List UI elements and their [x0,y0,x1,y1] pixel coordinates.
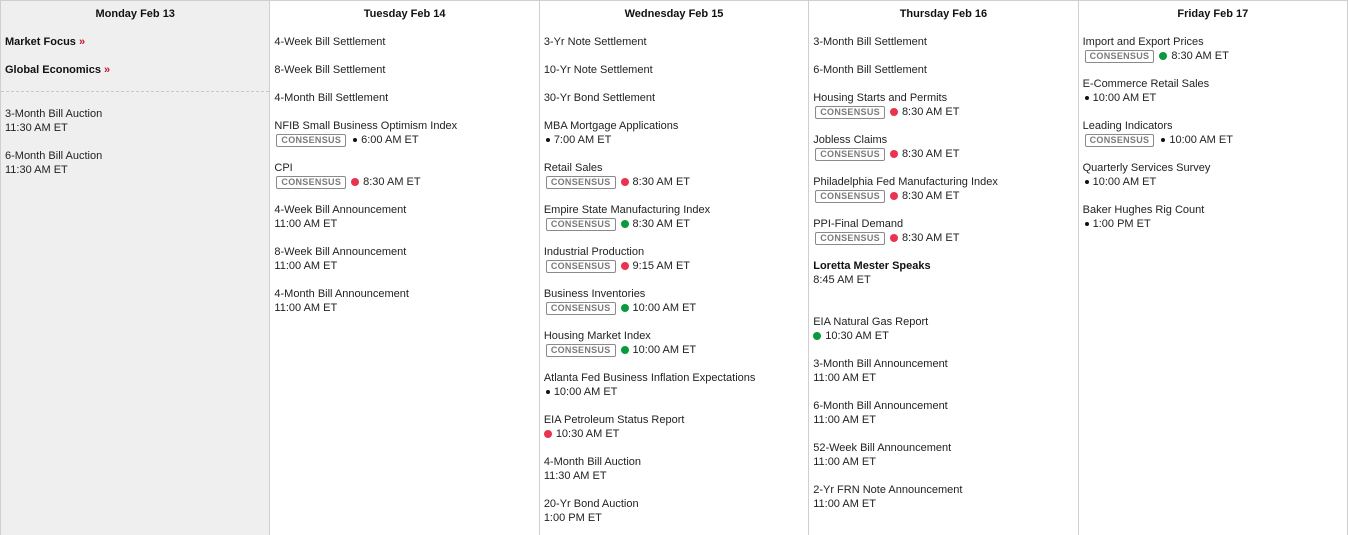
event-title[interactable]: Quarterly Services Survey [1082,162,1211,174]
event-meta [274,217,534,231]
importance-dot-icon [621,220,629,228]
event-title[interactable]: 3-Month Bill Auction [5,108,103,120]
event-meta [813,105,1073,119]
importance-dot-icon [1085,222,1089,226]
event-title[interactable]: 20-Yr Bond Auction [543,498,639,510]
event-time: 8:45 AM ET [813,274,871,286]
event-title[interactable]: Import and Export Prices [1082,36,1204,48]
importance-dot-icon [621,304,629,312]
event-time: 10:00 AM ET [1092,92,1157,104]
calendar-event[interactable] [274,203,534,231]
event-meta [274,175,534,189]
consensus-badge[interactable]: CONSENSUS [546,218,616,231]
event-time: 8:30 AM ET [901,148,960,160]
event-time: 10:00 AM ET [632,344,697,356]
event-time: 1:00 PM ET [1092,218,1151,230]
event-time: 10:00 AM ET [632,302,697,314]
spacer [813,301,1073,315]
event-title[interactable]: Jobless Claims [813,134,888,146]
consensus-badge[interactable]: CONSENSUS [815,106,885,119]
event-title[interactable]: PPI-Final Demand [813,218,904,230]
calendar-event[interactable] [813,35,1073,49]
event-list [1,27,269,177]
calendar-event[interactable] [544,203,804,231]
event-time: 11:30 AM ET [543,470,607,482]
consensus-badge[interactable]: CONSENSUS [1085,134,1155,147]
event-time: 11:30 AM ET [5,164,68,176]
event-title[interactable]: 4-Week Bill Settlement [274,36,386,48]
event-title[interactable]: 3-Month Bill Settlement [813,36,927,48]
calendar-event[interactable] [813,63,1073,77]
event-title[interactable]: Housing Starts and Permits [813,92,948,104]
event-title[interactable]: 2-Yr FRN Note Announcement [813,484,963,496]
event-time: 6:00 AM ET [361,134,419,146]
consensus-badge[interactable]: CONSENSUS [546,302,616,315]
market-focus-link[interactable] [5,35,265,49]
calendar-event[interactable] [1083,77,1343,105]
event-time: 10:00 AM ET [1092,176,1157,188]
event-title[interactable]: E-Commerce Retail Sales [1082,78,1210,90]
calendar-event[interactable] [274,119,534,147]
calendar-event[interactable] [813,315,1073,343]
event-title[interactable]: 8-Week Bill Settlement [274,64,386,76]
event-time: 8:30 AM ET [901,190,960,202]
event-title[interactable]: 52-Week Bill Announcement [813,442,952,454]
event-meta [544,469,804,483]
calendar-event[interactable] [813,357,1073,385]
event-title[interactable]: MBA Mortgage Applications [543,120,679,132]
event-list [540,27,808,525]
consensus-badge[interactable]: CONSENSUS [815,148,885,161]
event-list [1079,27,1347,231]
calendar-event[interactable] [5,107,265,135]
event-title[interactable]: EIA Petroleum Status Report [543,414,685,426]
consensus-badge[interactable]: CONSENSUS [546,176,616,189]
event-title[interactable]: 4-Month Bill Auction [543,456,642,468]
event-time: 9:15 AM ET [632,260,691,272]
event-title[interactable]: Empire State Manufacturing Index [543,204,711,216]
importance-dot-icon [890,150,898,158]
importance-dot-icon [890,108,898,116]
event-time: 10:00 AM ET [1169,134,1233,146]
consensus-badge[interactable]: CONSENSUS [546,260,616,273]
consensus-badge[interactable]: CONSENSUS [1085,50,1155,63]
importance-dot-icon [621,346,629,354]
importance-dot-icon [546,138,550,142]
calendar-event[interactable] [544,455,804,483]
event-title[interactable]: Loretta Mester Speaks [813,260,931,272]
event-time: 11:00 AM ET [813,498,876,510]
event-meta [813,231,1073,245]
event-time: 8:30 AM ET [901,106,960,118]
day-header: Wednesday Feb 15 [624,8,724,20]
importance-dot-icon [890,192,898,200]
event-title[interactable]: 4-Week Bill Announcement [274,204,407,216]
calendar-event[interactable] [544,119,804,147]
calendar-event[interactable] [813,483,1073,511]
event-meta [5,121,265,135]
event-time: 11:00 AM ET [274,260,338,272]
calendar-event[interactable] [544,161,804,189]
calendar-event[interactable] [274,91,534,105]
event-meta [544,217,804,231]
calendar-event[interactable] [813,133,1073,161]
event-time: 11:00 AM ET [274,302,338,314]
calendar-event[interactable] [544,91,804,105]
event-list [809,27,1077,511]
event-meta [813,189,1073,203]
global-economics-link[interactable] [5,63,265,77]
event-meta [813,413,1073,427]
calendar-event[interactable] [544,371,804,399]
event-meta [813,371,1073,385]
event-title[interactable]: 3-Yr Note Settlement [543,36,647,48]
event-title[interactable]: 4-Month Bill Settlement [274,92,389,104]
event-meta [1083,175,1343,189]
day-header: Friday Feb 17 [1177,8,1249,20]
event-title[interactable]: 30-Yr Bond Settlement [543,92,656,104]
calendar-event[interactable] [274,287,534,315]
calendar-event[interactable] [544,35,804,49]
calendar-event[interactable] [813,91,1073,119]
event-time: 8:30 AM ET [632,176,691,188]
event-meta [544,259,804,273]
event-meta [813,329,1073,343]
event-title[interactable]: Business Inventories [543,288,646,300]
day-column [0,0,270,535]
event-meta [1083,133,1343,147]
calendar-event[interactable] [544,63,804,77]
divider [1,91,269,92]
calendar-event[interactable] [813,217,1073,245]
event-meta [5,163,265,177]
day-header: Tuesday Feb 14 [363,8,446,20]
link-label: Global Economics [5,64,101,76]
calendar-event[interactable] [1083,161,1343,189]
importance-dot-icon [813,332,821,340]
calendar-event[interactable] [544,287,804,315]
calendar-event[interactable] [1083,119,1343,147]
event-time: 8:30 AM ET [632,218,691,230]
day-column [809,0,1078,535]
event-meta [544,301,804,315]
calendar-event[interactable] [813,259,1073,287]
event-title[interactable]: 6-Month Bill Settlement [813,64,927,76]
event-title[interactable]: Retail Sales [543,162,603,174]
importance-dot-icon [621,262,629,270]
event-time: 8:30 AM ET [1171,50,1229,62]
calendar-event[interactable] [274,245,534,273]
chevron-right-icon: » [78,36,86,48]
day-header: Monday Feb 13 [95,8,175,20]
chevron-right-icon: » [104,64,111,76]
calendar-event[interactable] [274,35,534,49]
importance-dot-icon [1085,96,1089,100]
importance-dot-icon [621,178,629,186]
event-time: 10:30 AM ET [555,428,620,440]
importance-dot-icon [1161,138,1165,142]
link-label: Market Focus [5,36,76,48]
event-time: 11:00 AM ET [274,218,338,230]
event-time: 11:30 AM ET [5,122,68,134]
calendar-event[interactable] [1083,35,1343,63]
event-meta [813,455,1073,469]
day-header: Thursday Feb 16 [899,8,988,20]
event-meta [544,175,804,189]
event-time: 11:00 AM ET [813,414,876,426]
event-meta [544,385,804,399]
calendar-event[interactable] [544,245,804,273]
event-title[interactable]: EIA Natural Gas Report [813,316,929,328]
event-title[interactable]: NFIB Small Business Optimism Index [274,120,458,132]
event-meta [813,273,1073,287]
event-title[interactable]: 6-Month Bill Auction [5,150,103,162]
event-title[interactable]: 8-Week Bill Announcement [274,246,407,258]
event-title[interactable]: 4-Month Bill Announcement [274,288,409,300]
consensus-badge[interactable]: CONSENSUS [276,176,346,189]
event-title[interactable]: Housing Market Index [543,330,651,342]
event-list [270,27,538,315]
importance-dot-icon [1159,52,1167,60]
importance-dot-icon [890,234,898,242]
event-time: 10:30 AM ET [825,330,889,342]
event-time: 8:30 AM ET [363,176,421,188]
consensus-badge[interactable]: CONSENSUS [815,190,885,203]
event-meta [544,343,804,357]
event-meta [1083,49,1343,63]
day-column [540,0,809,535]
event-meta [813,147,1073,161]
event-time: 10:00 AM ET [553,386,618,398]
calendar-event[interactable] [813,441,1073,469]
calendar-event[interactable] [813,399,1073,427]
event-time: 11:00 AM ET [813,372,876,384]
event-title[interactable]: Industrial Production [543,246,645,258]
calendar-event[interactable] [274,161,534,189]
event-title[interactable]: Leading Indicators [1082,120,1173,132]
day-column [270,0,539,535]
calendar-event[interactable] [813,175,1073,203]
event-meta [544,427,804,441]
event-title[interactable]: CPI [274,162,293,174]
event-meta [813,497,1073,511]
event-time: 1:00 PM ET [543,512,602,524]
importance-dot-icon [353,138,357,142]
event-meta [274,259,534,273]
calendar-event[interactable] [544,413,804,441]
consensus-badge[interactable]: CONSENSUS [546,344,616,357]
importance-dot-icon [546,390,550,394]
event-title[interactable]: Atlanta Fed Business Inflation Expectations [543,372,756,384]
calendar-event[interactable] [5,149,265,177]
event-meta [1083,217,1343,231]
event-time: 8:30 AM ET [901,232,960,244]
event-meta [544,511,804,525]
event-title[interactable]: 3-Month Bill Announcement [813,358,948,370]
event-title[interactable]: Baker Hughes Rig Count [1082,204,1205,216]
event-time: 11:00 AM ET [813,456,876,468]
event-title[interactable]: 10-Yr Note Settlement [543,64,653,76]
consensus-badge[interactable]: CONSENSUS [815,232,885,245]
event-meta [1083,91,1343,105]
day-column [1079,0,1348,535]
calendar-event[interactable] [274,63,534,77]
event-title[interactable]: 6-Month Bill Announcement [813,400,948,412]
importance-dot-icon [351,178,359,186]
calendar-event[interactable] [544,329,804,357]
importance-dot-icon [1085,180,1089,184]
calendar-event[interactable] [1083,203,1343,231]
calendar-event[interactable] [544,497,804,525]
event-meta [274,133,534,147]
event-title[interactable]: Philadelphia Fed Manufacturing Index [813,176,998,188]
importance-dot-icon [544,430,552,438]
event-meta [544,133,804,147]
event-time: 7:00 AM ET [553,134,612,146]
event-meta [274,301,534,315]
consensus-badge[interactable]: CONSENSUS [276,134,346,147]
